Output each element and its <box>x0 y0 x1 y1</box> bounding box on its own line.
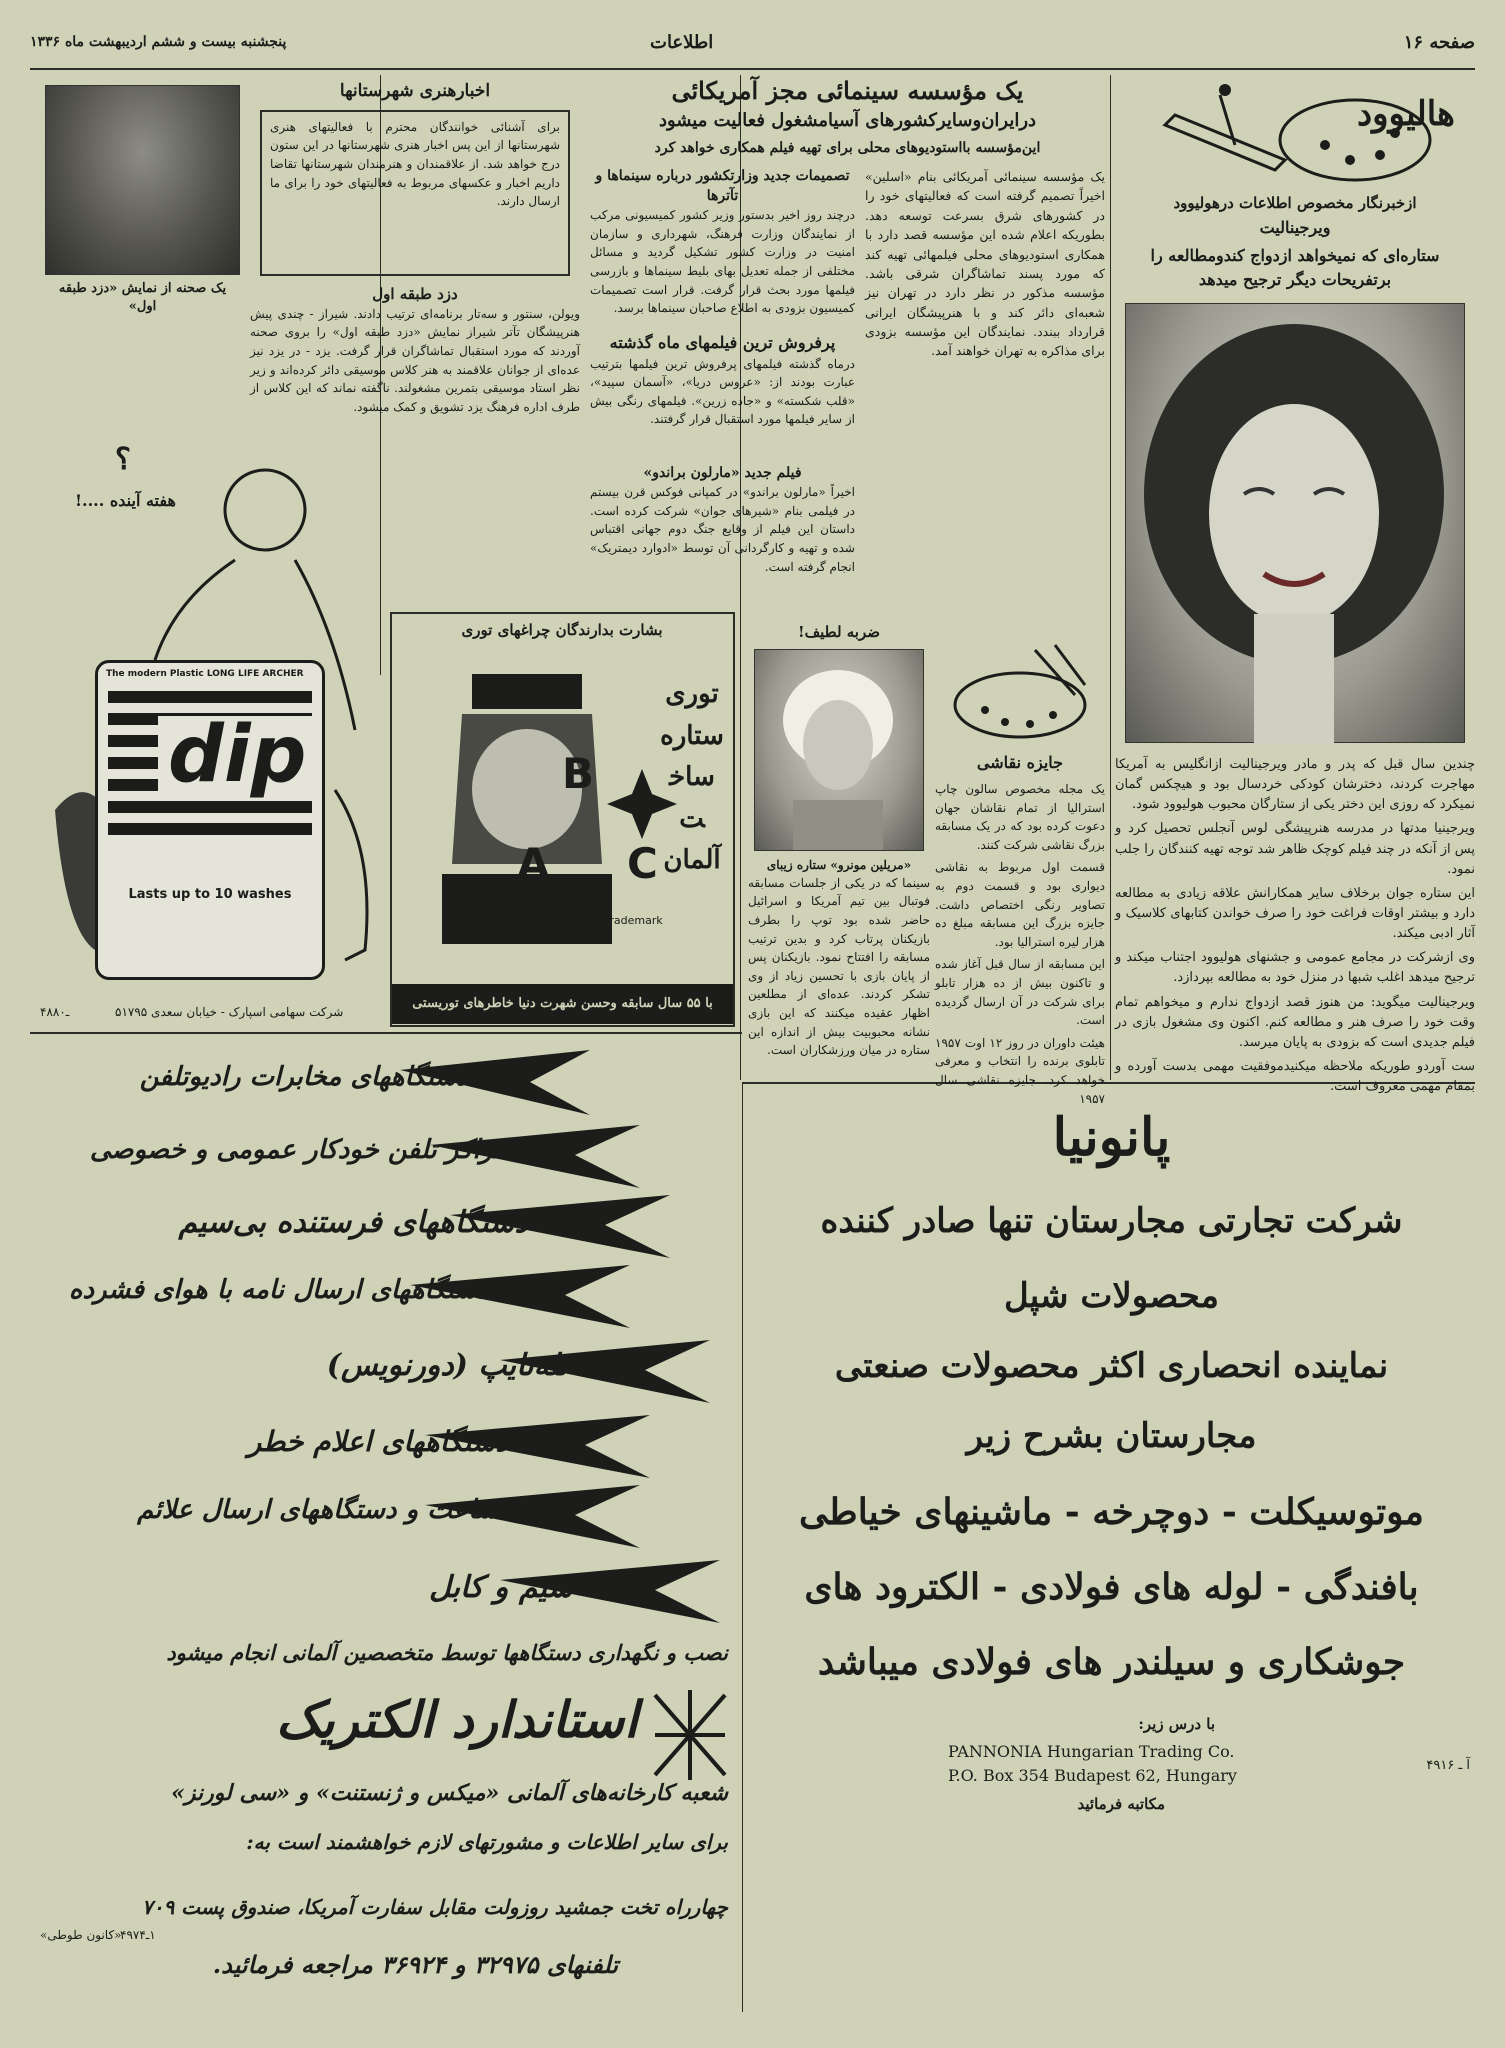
install-notice: نصب و نگهداری دستگاهها توسط متخصصین آلمانی انجام میشود <box>166 1640 728 1665</box>
play-photo-caption: یک صحنه از نمایش «دزد طبقه اول» <box>58 281 227 315</box>
branch-notice: شعبه کارخانه‌های آلمانی «میکس و ژنستنت» و «سی لورنز» <box>171 1780 728 1806</box>
hollywood-subtitle: ازخبرنگار مخصوص اطلاعات درهولیوود <box>1173 194 1417 212</box>
issue-date: پنجشنبه بیست و ششم اردیبهشت ماه ۱۳۳۶ <box>30 34 287 50</box>
column-rule <box>1110 75 1111 1080</box>
article-paragraph: قسمت اول مربوط به نقاشی دیواری بود و قسمت دوم به تصاویر رنگی اختصاص داشت. جایزه بزرگ این مسابقه مبلغ ده هزار لیره استرالیا بود. <box>935 860 1105 949</box>
dip-advertisement <box>35 430 385 1030</box>
cinema-left-stack <box>590 167 855 627</box>
marilyn-photo <box>754 649 924 851</box>
article-paragraph: یک مجله مخصوص سالون چاپ استرالیا از تمام نقاشان جهان دعوت کرده بود که در یک مسابقه بزرگ نقاشی شرکت کنند. <box>935 782 1105 852</box>
standard-electric-logo: استاندارد الکتریک <box>275 1690 638 1749</box>
pannonia-line: موتوسیکلت - دوچرخه - ماشینهای خیاطی <box>799 1491 1424 1533</box>
hollywood-banner-text: هالیوود <box>1356 94 1455 134</box>
radio-advertisement <box>30 1040 738 2015</box>
pannonia-line: محصولات شپل <box>1004 1276 1219 1316</box>
electric-code: ۱ـ۴۹۷۴ <box>120 1928 156 1942</box>
pannonia-line: شرکت تجارتی مجارستان تنها صادر کننده <box>820 1201 1403 1241</box>
brando-article: اخیراً «مارلون براندو» در کمپانی فوکس قرن بیستم در فیلمی بنام «شیرهای جوان» شرکت کرده است. داستان این فیلم از وقایع جنگ دوم جهانی اقتباس شده و تهیه و کارگردانی آن توسط «ادوارد دیمتریک» انجام گرفته است. <box>590 485 855 574</box>
radio-item: مراکز تلفن خودکار عمومی و خصوصی <box>89 1135 508 1165</box>
lantern-letter-a: A <box>517 839 550 888</box>
pannonia-contact: مکاتبه فرمائید <box>1077 1795 1165 1813</box>
dip-next-week: هفته آینده ....! <box>75 491 176 510</box>
dip-brand: dip <box>158 716 316 794</box>
provinces-notice: برای آشنائی خوانندگان محترم با فعالیتهای هنری شهرستانها از این پس اخبار هنری شهرستانها در این ستون درج خواهد شد. از علاقمندان و هنرمندان شهرستانها تقاضا داریم اخبار و عکسهای مربوط به فعالیتهای خود را برای ما ارسال دارند. <box>260 110 570 276</box>
section-rule <box>30 1032 742 1034</box>
article-paragraph: ویرجینیا مدتها در مدرسه هنرپیشگی لوس آنجلس تحصیل کرد و پس از آنکه در چند فیلم کوچک ظاهر شد توجه تهیه کنندگان را جلب نمود. <box>1115 821 1475 877</box>
pannonia-english-name: PANNONIA Hungarian Trading Co. <box>948 1742 1235 1761</box>
cinema-headline-2: درایران‌وسایرکشورهای آسیامشغول فعالیت میشود <box>658 110 1037 131</box>
radio-item: دستگاههای فرستنده بی‌سیم <box>178 1205 528 1240</box>
article-paragraph: هیئت داوران در روز ۱۲ اوت ۱۹۵۷ تابلوی برنده را انتخاب و معرفی خواهد کرد. جایزه نقاشی سال ۱۹۵۷ <box>935 1035 1105 1106</box>
electric-code-2: «کانون طوطی» <box>40 1928 122 1942</box>
article-paragraph: این ستاره جوان برخلاف سایر همکارانش علاقه زیادی به مطالعه دارد و بیشتر اوقات فراغت خود را صرف خواندن کتابهای کلاسیک و آثار ادبی میکند. <box>1115 885 1475 942</box>
lightning-icon <box>650 1685 730 1785</box>
dip-box <box>95 660 325 980</box>
dip-question-mark: ؟ <box>115 442 131 477</box>
page-header <box>30 30 1475 64</box>
lantern-bottom-bar: با ۵۵ سال سابقه وحسن شهرت دنیا خاطرهای توریستی <box>392 984 733 1024</box>
article-paragraph: این مسابقه از سال قبل آغاز شده و تاکنون بیش از ده هزار تابلو برای شرکت در آن ارسال گردیده است. <box>935 957 1105 1028</box>
dip-code: ـ۴۸۸۰ <box>40 1005 70 1019</box>
article-paragraph: ست آوردو طوریکه ملاحظه میکنیدموفقیت مهمی بدست آورده و بمقام مهمی معروف است. <box>1115 1058 1475 1095</box>
cinema-article: یک مؤسسه سینمائی آمریکائی بنام «اسلین» اخیراً تصمیم گرفته است که فعالیتهای خود را در کشورهای شرق بسرعت توسعه دهد. بطوریکه اعلام شده این مؤسسه قصد دارد با همکاری استودیوهای محلی فیلمهائی تهیه کند که مورد پسند تماشاگران شرقی باشد. مؤسسه مذکور در نظر دارد در تهران نیز شعبه‌ای دائر کند و با هنرپیشگان ایرانی قرارداد ببندد. نمایندگان این مؤسسه بزودی برای مذاکره به تهران خواهند آمد. <box>865 169 1105 359</box>
lantern-letter-b: B <box>562 749 595 798</box>
brando-title: فیلم جدید «مارلون براندو» <box>643 464 802 481</box>
hollywood-section <box>1115 75 1475 1095</box>
provinces-title: اخبارهنری شهرستانها <box>339 81 491 101</box>
article-paragraph: ویرجینالیت میگوید: من هنوز قصد ازدواج ندارم و میخواهم تمام وقت خود را صرف هنر و مطالعه کنم. اکنون وی مشغول بازی در فیلم جدیدی است که بزودی به پایان میرسد. <box>1115 994 1475 1050</box>
pannonia-line: نماینده انحصاری اکثر محصولات صنعتی <box>834 1346 1389 1386</box>
hollywood-article <box>1115 755 1475 1095</box>
dip-footer: شرکت سهامی اسپارک - خیابان سعدی ۵۱۷۹۵ <box>115 1005 344 1019</box>
dip-box-stripes <box>108 691 312 841</box>
lantern-title: بشارت بدارندگان چراغهای توری <box>461 621 663 639</box>
painting-section <box>935 640 1105 1106</box>
play-scene-photo <box>45 85 240 275</box>
pannonia-english-address: P.O. Box 354 Budapest 62, Hungary <box>948 1766 1237 1785</box>
pannonia-line: مجارستان بشرح زیر <box>966 1416 1257 1456</box>
actress-name: ویرجینالیت <box>1259 218 1331 237</box>
bestsellers-article: درماه گذشته فیلمهای پرفروش ترین فیلمها بترتیب عبارت بودند از: «عروس دریا»، «آسمان سپید»، «قلب شکسته» و «جاده زرین». فیلمهای رنگی بیش از سایر فیلمها مورد استقبال قرار گرفتند. <box>590 356 855 427</box>
joke-title: ضربه لطیف! <box>798 623 880 641</box>
marilyn-caption: «مریلین مونرو» ستاره زیبای <box>766 858 912 872</box>
lantern-advertisement <box>390 612 735 1027</box>
lantern-trademark: Registered Trademark <box>542 914 663 927</box>
pannonia-advertisement <box>748 1090 1475 2015</box>
electric-address: چهارراه تخت جمشید روزولت مقابل سفارت آمریکا، صندوق پست ۷۰۹ <box>141 1895 728 1919</box>
joke-article: سینما که در یکی از جلسات مسابقه فوتبال بین تیم آمریکا و اسرائیل حاضر شده بود توپ را بطرف بازیکنان پرتاب کرد و بدین ترتیب مسابقه را افتتاح نمود. بازیکنان پس از پایان بازی با تحسین زیاد از وی تشکر کردند. عده‌ای از مطلعین اظهار عقیده میکنند که این بازی نشانه محبوبیت بیش از اندازه این ستاره در میان ورزشکاران است. <box>748 875 930 1058</box>
radio-item: دستگاههای ارسال نامه با هوای فشرده <box>68 1275 488 1305</box>
pannonia-brand: پانونیا <box>1052 1107 1171 1168</box>
electric-phones: تلفنهای ۳۲۹۷۵ و ۳۶۹۲۴ مراجعه فرمائید. <box>212 1950 618 1979</box>
painting-article <box>935 780 1105 1106</box>
decisions-title: تصمیمات جدید وزارتکشور درباره سینماها و تآترها <box>595 168 850 204</box>
play-title: دزد طبقه اول <box>372 284 458 303</box>
radio-item: دستگاههای مخابرات رادیوتلفن <box>139 1062 468 1092</box>
dip-tagline: Lasts up to 10 washes <box>128 887 292 902</box>
header-rule <box>30 68 1475 70</box>
newspaper-name: اطلاعات <box>650 32 714 53</box>
consult-notice: برای سایر اطلاعات و مشورتهای لازم خواهشمند است به: <box>246 1830 728 1854</box>
page-number: صفحه ۱۶ <box>1403 32 1475 53</box>
column-rule <box>742 1082 743 2012</box>
palette-illustration <box>945 640 1095 750</box>
radio-item: سیم و کابل <box>428 1570 573 1605</box>
radio-item: دستگاههای اعلام خطر <box>247 1425 508 1458</box>
radio-item: تله‌تایپ (دورنویس) <box>326 1348 568 1383</box>
pannonia-code: آ ـ ۴۹۱۶ <box>1426 1758 1470 1773</box>
cinema-section <box>590 75 1105 635</box>
cinema-headline: یک مؤسسه سینمائی مجز آمریکائی <box>671 76 1024 105</box>
pannonia-line: جوشکاری و سیلندر های فولادی میباشد <box>817 1641 1406 1683</box>
painting-title: جایزه نقاشی <box>976 753 1064 772</box>
decisions-article: درچند روز اخیر بدستور وزیر کشور کمیسیونی مرکب از نمایندگان وزارت فرهنگ، شهرداری و سازمان امنیت در وزارت کشور تشکیل گردید و مسائل مختلفی از جمله تعدیل بهای بلیط سینماها و بازرسی فیلمها مورد بحث قرار گرفت. قرار است تصمیمات کمیسیون بزودی به اطلاع صاحبان سینماها برسد. <box>590 208 855 316</box>
lantern-subtitle: توری ستاره ساخت آلمان <box>660 679 724 876</box>
bestsellers-title: پرفروش ترین فیلمهای ماه گذشته <box>609 333 836 353</box>
actress-photo <box>1125 303 1465 743</box>
pannonia-line: بافندگی - لوله های فولادی - الکترود های <box>804 1566 1419 1608</box>
pannonia-address-label: با درس زیر: <box>1138 1715 1215 1733</box>
provinces-article: ویولن، سنتور و سه‌تار برنامه‌ای ترتیب دادند. شیراز - چندی پیش هنرپیشگان تآتر شیراز نمایش «دزد طبقه اول» را بروی صحنه آوردند که مورد استقبال تماشاگران قرار گرفت. یزد - در یزد نیز عده‌ای از جوانان علاقمند به هنر کلاس موسیقی دائر کرده‌اند و زیر نظر استاد موسیقی بتمرین مشغولند. ناگفته نماند که این کلاس از طرف اداره فرهنگ یزد تشویق و کمک میشود. <box>250 306 580 414</box>
article-paragraph: وی ازشرکت در مجامع عمومی و جشنهای هولیوود اجتناب میکند و ترجیح میدهد اغلب شبها در منزل خود به مطالعه بپردازد. <box>1115 950 1475 986</box>
cinema-subheadline: این‌مؤسسه بااستودیوهای محلی برای تهیه فیلم همکاری خواهد کرد <box>654 140 1041 156</box>
hollywood-headline-2: برتفریحات دیگر ترجیح میدهد <box>1198 270 1392 289</box>
hollywood-banner-illustration <box>1125 75 1465 190</box>
dip-box-brand-top: The modern Plastic LONG LIFE ARCHER <box>106 669 304 679</box>
article-paragraph: چندین سال قبل که پدر و مادر ویرجینالیت ازانگلیس به آمریکا مهاجرت کردند، دخترشان کودکی خردسال بود و هیچکس گمان نمیکرد که روزی این دختر یکی از ستارگان محبوب هولیوود شود. <box>1115 757 1475 813</box>
lantern-letter-c: C <box>627 839 658 888</box>
hollywood-headline: ستاره‌ای که نمیخواهد ازدواج کندومطالعه را <box>1150 246 1440 265</box>
joke-section <box>748 622 930 1077</box>
radio-item: ساعت و دستگاههای ارسال علائم <box>137 1495 498 1525</box>
